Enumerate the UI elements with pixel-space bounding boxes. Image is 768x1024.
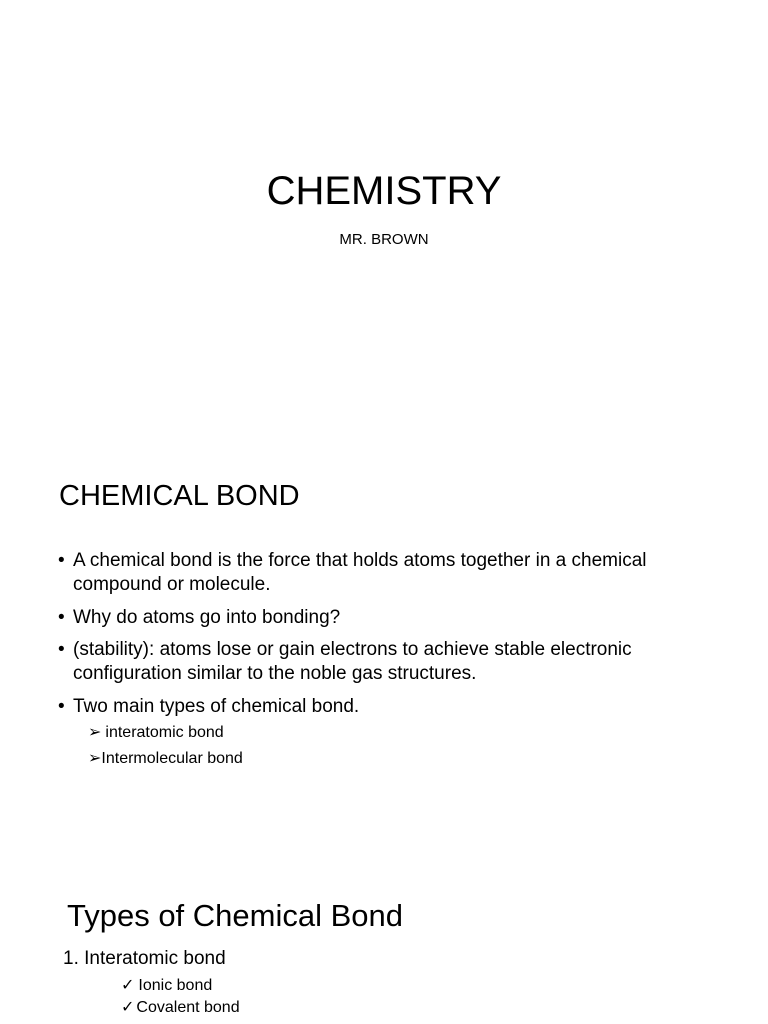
bullet-item: [58, 695, 708, 719]
slide-title: CHEMISTRY: [266, 169, 502, 213]
bullet-marker: •: [58, 639, 65, 660]
check-item: [121, 976, 212, 996]
bullet-text: (stability): atoms lose or gain electrons to achieve stable electronic configuration similar to the noble gas structures.: [73, 639, 632, 684]
sub-bullet-item: [88, 723, 224, 743]
sub-bullet-text: Intermolecular bond: [101, 750, 243, 767]
check-icon: ✓: [121, 999, 135, 1016]
numbered-item: 1. Interatomic bond: [63, 948, 226, 969]
section-heading-types: Types of Chemical Bond: [67, 898, 404, 933]
bullet-marker: •: [58, 607, 65, 628]
bullet-item: [58, 606, 708, 630]
bullet-marker: •: [58, 550, 65, 571]
bullet-marker: •: [58, 696, 65, 717]
check-item: [121, 998, 240, 1018]
sub-bullet-text: interatomic bond: [105, 724, 224, 741]
check-item-text: Covalent bond: [136, 999, 240, 1016]
bullet-text: A chemical bond is the force that holds atoms together in a chemical compound or molecule.: [73, 550, 647, 595]
check-icon: ✓: [121, 977, 135, 994]
check-item-text: Ionic bond: [138, 977, 213, 994]
arrow-bullet-icon: ➢: [88, 724, 102, 741]
slide-subtitle: MR. BROWN: [339, 231, 429, 248]
arrow-bullet-icon: ➢: [88, 750, 102, 767]
section-heading-chemical-bond: CHEMICAL BOND: [59, 480, 300, 512]
sub-bullet-item: [88, 749, 243, 769]
bullet-text: Two main types of chemical bond.: [73, 696, 360, 717]
bullet-text: Why do atoms go into bonding?: [73, 607, 341, 628]
bullet-item: [58, 549, 708, 597]
bullet-item: [58, 638, 708, 686]
